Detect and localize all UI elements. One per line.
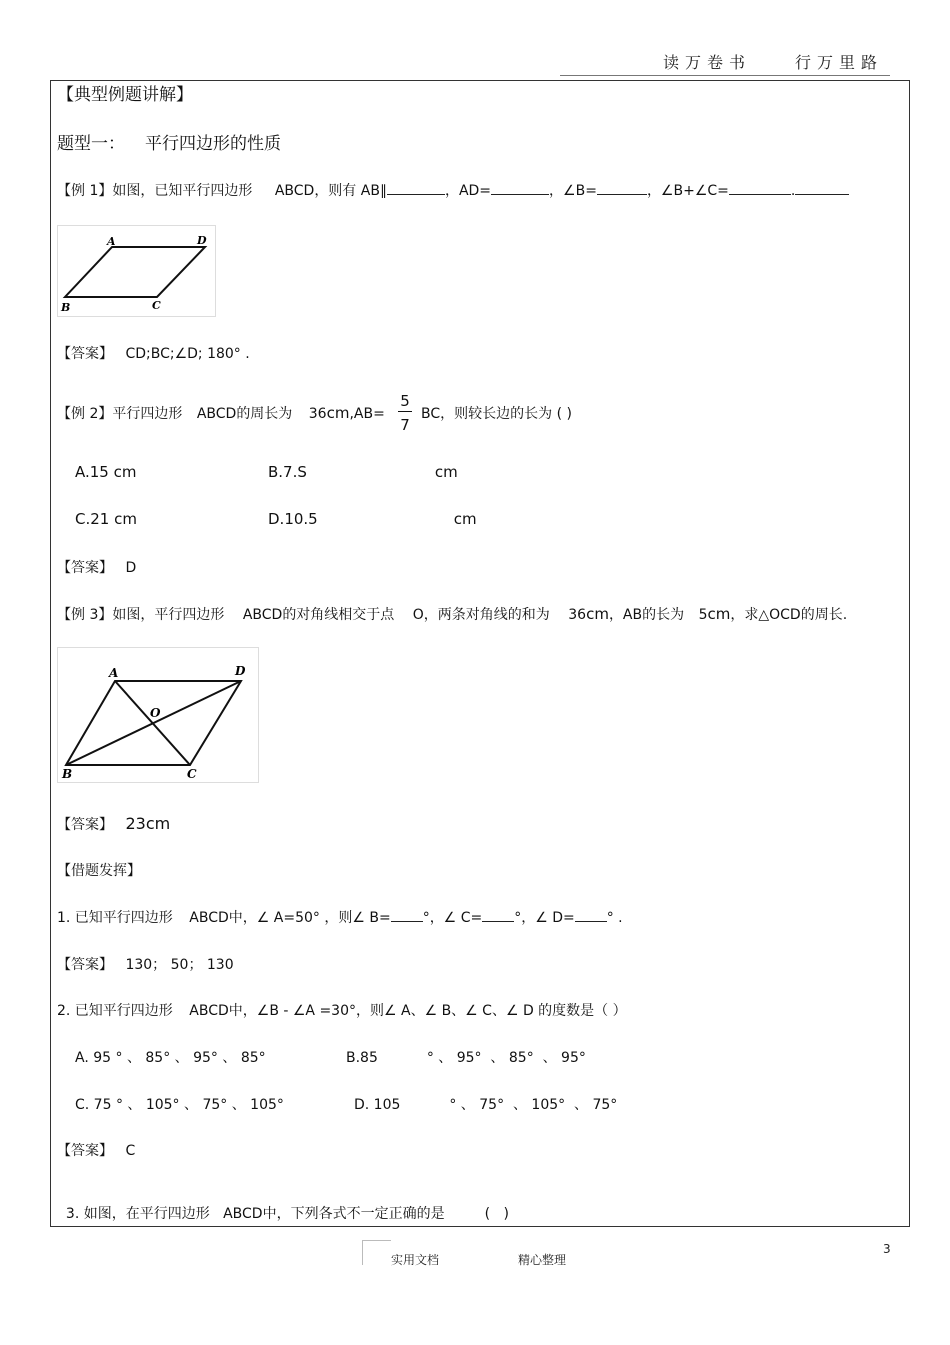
option-d-value: D.10.5 <box>268 510 318 528</box>
header-left-motto: 读万卷书 <box>663 53 752 72</box>
header-right-motto: 行万里路 <box>795 53 884 72</box>
figure-2-label-d: D <box>235 664 246 678</box>
figure-1-label-b: B <box>61 301 71 314</box>
a2-text: C <box>125 1143 136 1159</box>
example-2-answer-label: 【答案】 <box>57 560 113 576</box>
practice-answer-2 <box>57 1140 135 1160</box>
example-2-text: 平行四边形 <box>112 406 183 422</box>
example-2-text3: BC，则较长边的长为 ( ) <box>421 406 572 422</box>
figure-1-label-d: D <box>197 234 207 247</box>
q1-name: ABCD <box>189 910 229 926</box>
option-b-unit: cm <box>434 463 458 481</box>
example-3-label: 【例 3】 <box>57 607 113 623</box>
section-title: 【典型例题讲解】 <box>57 85 193 105</box>
example-3-name: ABCD <box>242 607 283 623</box>
figure-2-label-b: B <box>62 767 73 781</box>
practice-question-3 <box>57 1187 509 1223</box>
example-1-text: 如图，已知平行四边形 <box>112 183 253 199</box>
example-2-answer <box>57 557 136 577</box>
example-3-unit-2: cm <box>707 605 731 623</box>
q2-text2: 中，∠B - ∠A =30°，则∠ A、∠ B、∠ C、∠ D 的度数是（ ） <box>228 1003 627 1019</box>
example-2-text2: 的周长为 <box>236 406 293 422</box>
blank-angle-sum[interactable] <box>729 180 791 195</box>
example-2-option-b <box>268 463 458 481</box>
type-subject: 平行四边形的性质 <box>145 134 281 154</box>
a1-text: 130； 50； 130 <box>125 957 234 973</box>
example-2-answer-text: D <box>125 560 137 576</box>
option-c-value: C.21 <box>75 510 110 528</box>
a2-label: 【答案】 <box>57 1143 113 1159</box>
fraction-bar <box>398 411 412 412</box>
practice-answer-1 <box>57 954 234 974</box>
blank-q1-angle-d[interactable] <box>575 907 607 922</box>
example-1-bc: ，∠B+∠C= <box>646 183 729 199</box>
example-1-answer-label: 【答案】 <box>57 346 113 362</box>
practice-question-1 <box>57 907 623 927</box>
example-2-name: ABCD <box>196 406 237 422</box>
example-3-answer <box>57 814 170 834</box>
example-1-answer-text: CD;BC;∠D; 180° . <box>125 346 250 362</box>
q1-deg1: °，∠ C= <box>422 910 483 926</box>
q3-name: ABCD <box>223 1206 263 1222</box>
q1-text2: 中，∠ A=50° ，则∠ B= <box>228 910 391 926</box>
example-3-text4: ，AB的长为 <box>608 607 685 623</box>
blank-ab-parallel[interactable] <box>387 180 445 195</box>
example-1-dot: . <box>790 183 796 199</box>
q2-option-d: D. 105 ° 、 75° 、 105° 、 75° <box>354 1097 618 1113</box>
example-1-label: 【例 1】 <box>57 183 113 199</box>
q3-text2: 中，下列各式不一定正确的是 ( ) <box>262 1206 509 1222</box>
example-3-point: O <box>412 607 424 623</box>
figure-2-label-a: A <box>109 666 119 680</box>
example-2-question-a <box>57 403 385 423</box>
example-1-mid: ，则有 AB∥ <box>314 183 387 199</box>
option-b-value: B.7.S <box>268 463 307 481</box>
q2-option-a: A. 95 ° 、 85° 、 95° 、 85° <box>75 1050 266 1066</box>
figure-2-label-o: O <box>150 706 161 720</box>
example-2-option-d <box>268 510 477 528</box>
figure-1-label-c: C <box>152 299 161 312</box>
figure-1-border <box>58 226 216 317</box>
example-3-text: 如图，平行四边形 <box>112 607 225 623</box>
example-1-b: ，∠B= <box>549 183 597 199</box>
example-2-ab: ,AB= <box>349 406 385 422</box>
example-1-name: ABCD <box>274 183 315 199</box>
fraction-numerator: 5 <box>400 392 410 410</box>
blank-ad[interactable] <box>491 180 549 195</box>
blank-angle-b[interactable] <box>597 180 647 195</box>
figure-2-label-c: C <box>187 767 197 781</box>
practice-title: 【借题发挥】 <box>57 863 141 879</box>
figure-parallelogram-1 <box>57 225 217 317</box>
example-2-unit: cm <box>326 404 350 422</box>
example-3-text2: 的对角线相交于点 <box>282 607 395 623</box>
q2-text: 2. 已知平行四边形 <box>57 1003 173 1019</box>
footer-right: 精心整理 <box>518 1253 567 1267</box>
blank-q1-angle-b[interactable] <box>391 907 423 922</box>
example-2-perimeter: 36 <box>308 406 327 422</box>
option-d-unit: cm <box>453 510 477 528</box>
a1-label: 【答案】 <box>57 957 113 973</box>
q1-deg2: °，∠ D= <box>514 910 575 926</box>
blank-q1-angle-c[interactable] <box>482 907 514 922</box>
q2-option-b: B.85 ° 、 95° 、 85° 、 95° <box>346 1050 586 1066</box>
q2-name: ABCD <box>189 1003 229 1019</box>
example-3-sum: 36 <box>568 607 587 623</box>
example-2-label: 【例 2】 <box>57 406 113 422</box>
example-3-ab: 5 <box>698 607 708 623</box>
q2-option-c: C. 75 ° 、 105° 、 75° 、 105° <box>75 1097 284 1113</box>
q3-text: 3. 如图，在平行四边形 <box>65 1206 210 1222</box>
example-3-question <box>57 604 847 624</box>
fraction-denominator: 7 <box>400 416 410 434</box>
option-a-value: A.15 <box>75 463 109 481</box>
example-3-text3: ，两条对角线的和为 <box>423 607 550 623</box>
blank-trailing <box>795 180 849 195</box>
option-c-unit: cm <box>114 510 137 528</box>
example-1-question <box>57 180 849 200</box>
option-a-unit: cm <box>113 463 137 481</box>
example-3-answer-text: 23cm <box>125 814 171 833</box>
footer-box <box>362 1240 391 1265</box>
example-3-text5: ，求△OCD的周长. <box>730 607 848 623</box>
example-3-unit-1: cm <box>586 605 609 623</box>
type-title: 题型一： <box>57 134 125 154</box>
example-3-answer-label: 【答案】 <box>57 817 113 833</box>
example-1-answer <box>57 343 250 363</box>
q1-deg3: ° . <box>606 910 623 926</box>
figure-1-shape <box>65 247 205 297</box>
practice-question-2 <box>57 1000 627 1020</box>
figure-parallelogram-2 <box>57 647 259 783</box>
figure-1-label-a: A <box>107 235 116 248</box>
example-1-ad: ，AD= <box>444 183 492 199</box>
q1-text: 1. 已知平行四边形 <box>57 910 173 926</box>
footer-left: 实用文档 <box>391 1253 440 1267</box>
page-number: 3 <box>883 1242 891 1256</box>
example-2-option-c <box>75 510 137 528</box>
example-2-option-a <box>75 463 137 481</box>
header-rule <box>560 75 890 76</box>
